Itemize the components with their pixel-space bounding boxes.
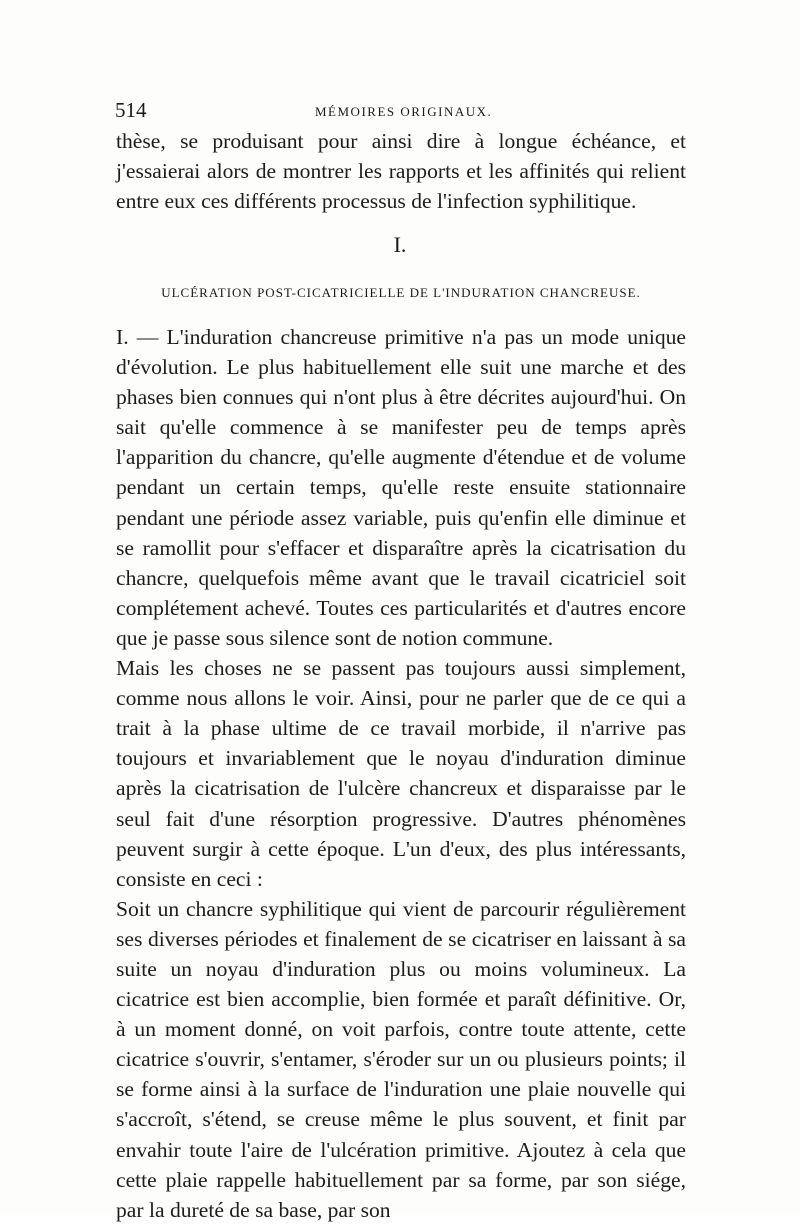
paragraph-1: I. — L'induration chancreuse primitive n'a pas un mode unique d'évolution. Le plus habituellement elle suit une marche et des phases bien connues qui n'ont plus à être décrites aujourd'hui. On sait qu'elle commence à se manifester peu de temps après l'apparition du chancre, qu'elle augmente d'étendue et de volume pendant un certain temps, qu'elle reste ensuite stationnaire pendant une période assez variable, puis qu'enfin elle diminue et se ramollit pour s'effacer et disparaître après la cicatrisation du chancre, quelquefois même avant que le travail cicatriciel soit complétement achevé. Toutes ces particularités et d'autres encore que je passe sous silence sont de notion commune.: [116, 325, 686, 650]
running-head: MÉMOIRES ORIGINAUX.: [315, 104, 493, 119]
section-title: ULCÉRATION POST-CICATRICIELLE DE L'INDURATION CHANCREUSE.: [161, 285, 641, 300]
page-header: [115, 98, 685, 126]
body-text: [116, 322, 686, 1225]
page-number: 514: [115, 98, 147, 122]
intro-paragraph: [116, 126, 686, 216]
intro-text: thèse, se produisant pour ainsi dire à longue échéance, et j'essaierai alors de montrer les rapports et les affinités qui relient entre eux ces différents processus de l'infection syphilitique.: [116, 129, 686, 214]
paragraph-3: Soit un chancre syphilitique qui vient de parcourir régulièrement ses diverses périodes et finalement de se cicatriser en laissant à sa suite un noyau d'induration plus ou moins volumineux. La cicatrice est bien accomplie, bien formée et paraît définitive. Or, à un moment donné, on voit parfois, contre toute attente, cette cicatrice s'ouvrir, s'entamer, s'éroder sur un ou plusieurs points; il se forme ainsi à la surface de l'induration une plaie nouvelle qui s'accroît, s'étend, se creuse même le plus souvent, et finit par envahir toute l'aire de l'ulcération primitive. Ajoutez à cela que cette plaie rappelle habituellement par sa forme, par son siége, par la dureté de sa base, par son: [116, 896, 686, 1222]
paragraph-2: Mais les choses ne se passent pas toujours aussi simplement, comme nous allons le voir. Ainsi, pour ne parler que de ce qui a trait à la phase ultime de ce travail morbide, il n'arrive pas toujours et invariablement que le noyau d'induration diminue après la cicatrisation de l'ulcère chancreux et disparaisse par le seul fait d'une résorption progressive. D'autres phénomènes peuvent surgir à cette époque. L'un d'eux, des plus intéressants, consiste en ceci :: [116, 656, 686, 891]
section-number: I.: [393, 232, 407, 257]
